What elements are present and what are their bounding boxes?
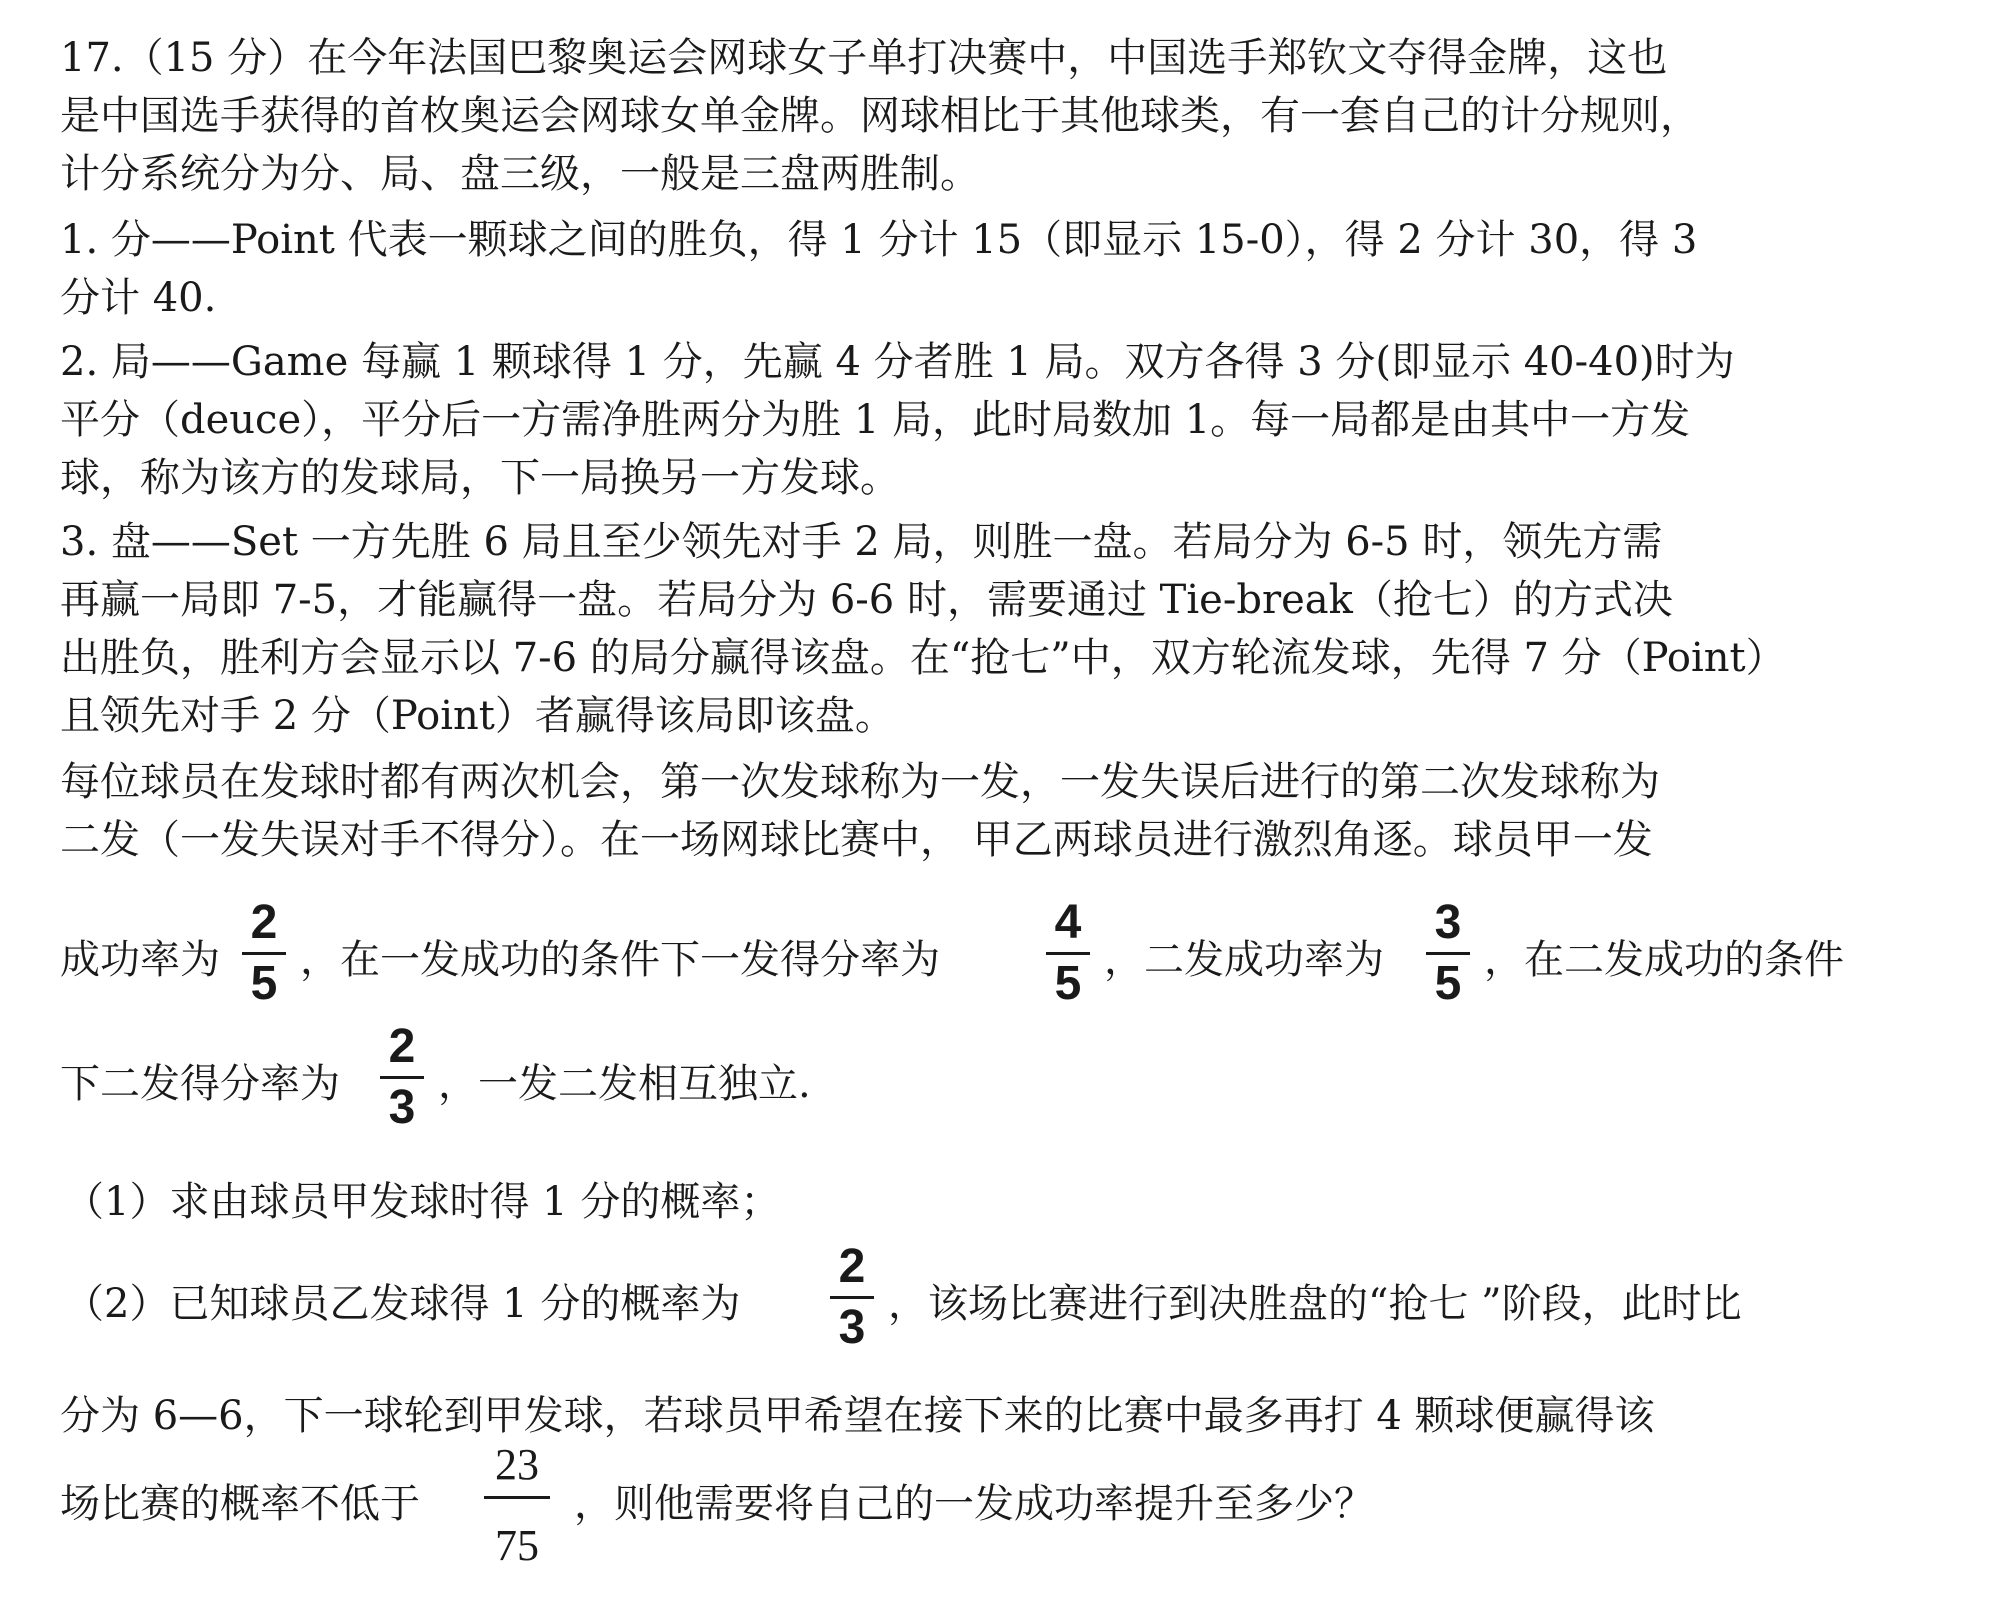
fraction-numerator: 3: [1434, 896, 1462, 949]
fraction-denominator: 3: [388, 1081, 416, 1134]
question-2-line: 分为 6—6，下一球轮到甲发球，若球员甲希望在接下来的比赛中最多再打 4 颗球便赢得该: [60, 1393, 1655, 1439]
text-line: 分计 40.: [60, 275, 217, 321]
fraction-bar: [1426, 952, 1470, 955]
text-line: 二发（一发失误对手不得分）。在一场网球比赛中， 甲乙两球员进行激烈角逐。球员甲一发: [60, 817, 1653, 863]
text-line: 是中国选手获得的首枚奥运会网球女单金牌。网球相比于其他球类，有一套自己的计分规则，: [60, 93, 1700, 139]
text-segment: ，在二发成功的条件: [1484, 937, 1844, 983]
fraction-numerator: 2: [388, 1020, 416, 1073]
text-segment: ，在一发成功的条件下一发得分率为: [300, 937, 940, 983]
text-line: 1. 分——Point 代表一颗球之间的胜负，得 1 分计 15（即显示 15-0），得 2 分计 30，得 3: [60, 217, 1698, 263]
text-line: 再赢一局即 7-5，才能赢得一盘。若局分为 6-6 时，需要通过 Tie-break（抢七）的方式决: [60, 577, 1673, 623]
fraction-denominator: 75: [495, 1521, 539, 1570]
fraction-numerator: 23: [495, 1440, 539, 1489]
fraction-denominator: 5: [1054, 957, 1082, 1010]
fraction-denominator: 5: [1434, 957, 1462, 1010]
text-line: 平分（deuce），平分后一方需净胜两分为胜 1 局，此时局数加 1。每一局都是由其中一方发: [60, 397, 1691, 443]
text-line: 2. 局——Game 每赢 1 颗球得 1 分，先赢 4 分者胜 1 局。双方各得 3 分(即显示 40-40)时为: [60, 339, 1735, 385]
text-line: 且领先对手 2 分（Point）者赢得该局即该盘。: [60, 693, 895, 739]
question-1: （1）求由球员甲发球时得 1 分的概率；: [64, 1179, 781, 1225]
text-segment: ，一发二发相互独立.: [438, 1061, 811, 1107]
text-segment: 下二发得分率为: [60, 1061, 340, 1107]
fraction: [242, 898, 286, 1009]
fraction: [1046, 898, 1090, 1009]
text-line: 出胜负，胜利方会显示以 7-6 的局分赢得该盘。在“抢七”中，双方轮流发球，先得 7 分（Point）: [60, 635, 1786, 681]
fraction-bar: [484, 1496, 550, 1499]
question-2-text: ，则他需要将自己的一发成功率提升至多少？: [574, 1481, 1374, 1527]
text-line: 17.（15 分）在今年法国巴黎奥运会网球女子单打决赛中，中国选手郑钦文夺得金牌，这也: [60, 35, 1668, 81]
text-line: 球，称为该方的发球局，下一局换另一方发球。: [60, 455, 900, 501]
text-line: 每位球员在发球时都有两次机会，第一次发球称为一发，一发失误后进行的第二次发球称为: [60, 759, 1660, 805]
text-line: 计分系统分为分、局、盘三级，一般是三盘两胜制。: [60, 151, 980, 197]
fraction-bar: [1046, 952, 1090, 955]
fraction-denominator: 5: [250, 957, 278, 1010]
fraction: [830, 1242, 874, 1353]
fraction: [1426, 898, 1470, 1009]
fraction-bar: [830, 1296, 874, 1299]
fraction-bar: [380, 1076, 424, 1079]
question-2-text: （2）已知球员乙发球得 1 分的概率为: [64, 1281, 741, 1327]
fraction-numerator: 2: [838, 1240, 866, 1293]
fraction-numerator: 4: [1054, 896, 1082, 949]
text-segment: ，二发成功率为: [1104, 937, 1384, 983]
fraction-denominator: 3: [838, 1301, 866, 1354]
fraction: [484, 1440, 550, 1571]
text-line: 3. 盘——Set 一方先胜 6 局且至少领先对手 2 局，则胜一盘。若局分为 6-5 时，领先方需: [60, 519, 1663, 565]
question-2-text: 场比赛的概率不低于: [60, 1481, 420, 1527]
fraction-bar: [242, 952, 286, 955]
question-2-text: ，该场比赛进行到决胜盘的“抢七 ”阶段，此时比: [888, 1281, 1742, 1327]
text-segment: 成功率为: [60, 937, 220, 983]
fraction-numerator: 2: [250, 896, 278, 949]
fraction: [380, 1022, 424, 1133]
